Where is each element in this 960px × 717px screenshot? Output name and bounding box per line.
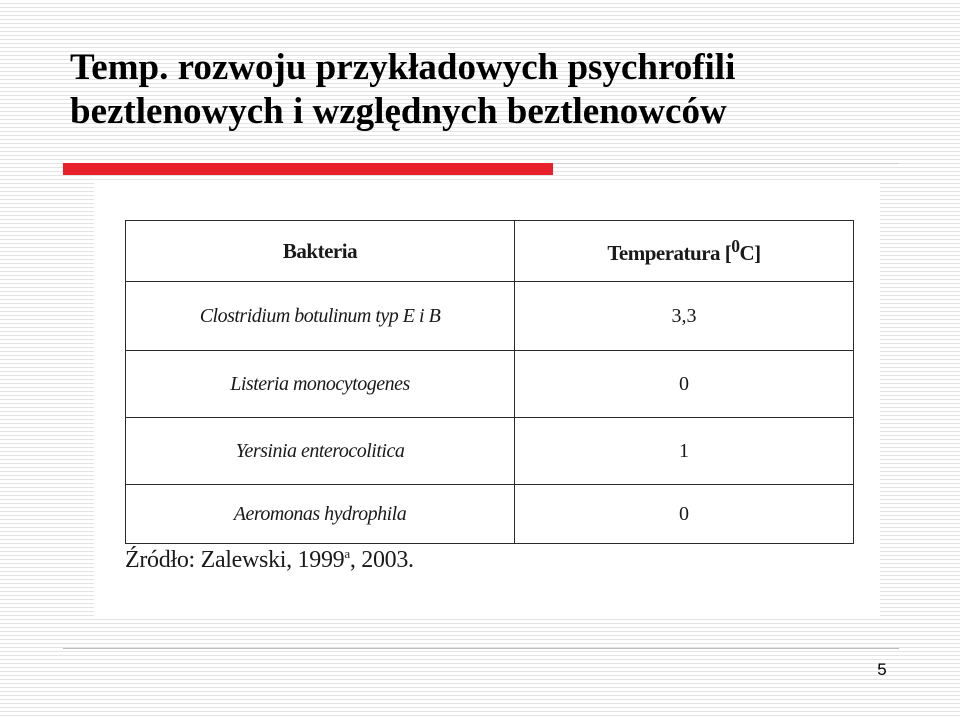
header-bacteria: Bakteria: [126, 221, 515, 282]
header-temperature-degree: 0: [731, 236, 740, 256]
table-header-row: [126, 221, 854, 282]
temperature-value: 0: [515, 485, 854, 544]
slide-title-line-1: Temp. rozwoju przykładowych psychrofili: [70, 47, 736, 88]
slide-title-line-2: beztlenowych i względnych beztlenowców: [70, 91, 727, 132]
table-row: [126, 282, 854, 351]
temperature-value: 0: [515, 351, 854, 418]
bacteria-name: Listeria monocytogenes: [126, 351, 515, 418]
title-underline: [63, 163, 899, 175]
source-citation-prefix: Źródło: Zalewski, 1999: [125, 547, 345, 573]
table-figure: [94, 180, 880, 618]
page-number: 5: [877, 660, 887, 679]
slide-title: [70, 46, 930, 134]
table-row: [126, 351, 854, 418]
footer-divider: [63, 648, 899, 649]
title-underline-accent: [63, 163, 553, 175]
header-temperature: [515, 221, 854, 282]
temperature-value: 1: [515, 418, 854, 485]
bacteria-name: Yersinia enterocolitica: [126, 418, 515, 485]
bacteria-name: Clostridium botulinum typ E i B: [126, 282, 515, 351]
temperature-value: 3,3: [515, 282, 854, 351]
table-row: [126, 485, 854, 544]
source-citation: [125, 546, 414, 574]
table-row: [126, 418, 854, 485]
source-citation-suffix: , 2003.: [349, 547, 414, 573]
bacteria-temperature-table: [125, 220, 854, 544]
bacteria-name: Aeromonas hydrophila: [126, 485, 515, 544]
source-citation-sup: a: [344, 546, 350, 561]
header-temperature-suffix: C]: [739, 241, 761, 265]
header-temperature-prefix: Temperatura [: [607, 241, 732, 265]
